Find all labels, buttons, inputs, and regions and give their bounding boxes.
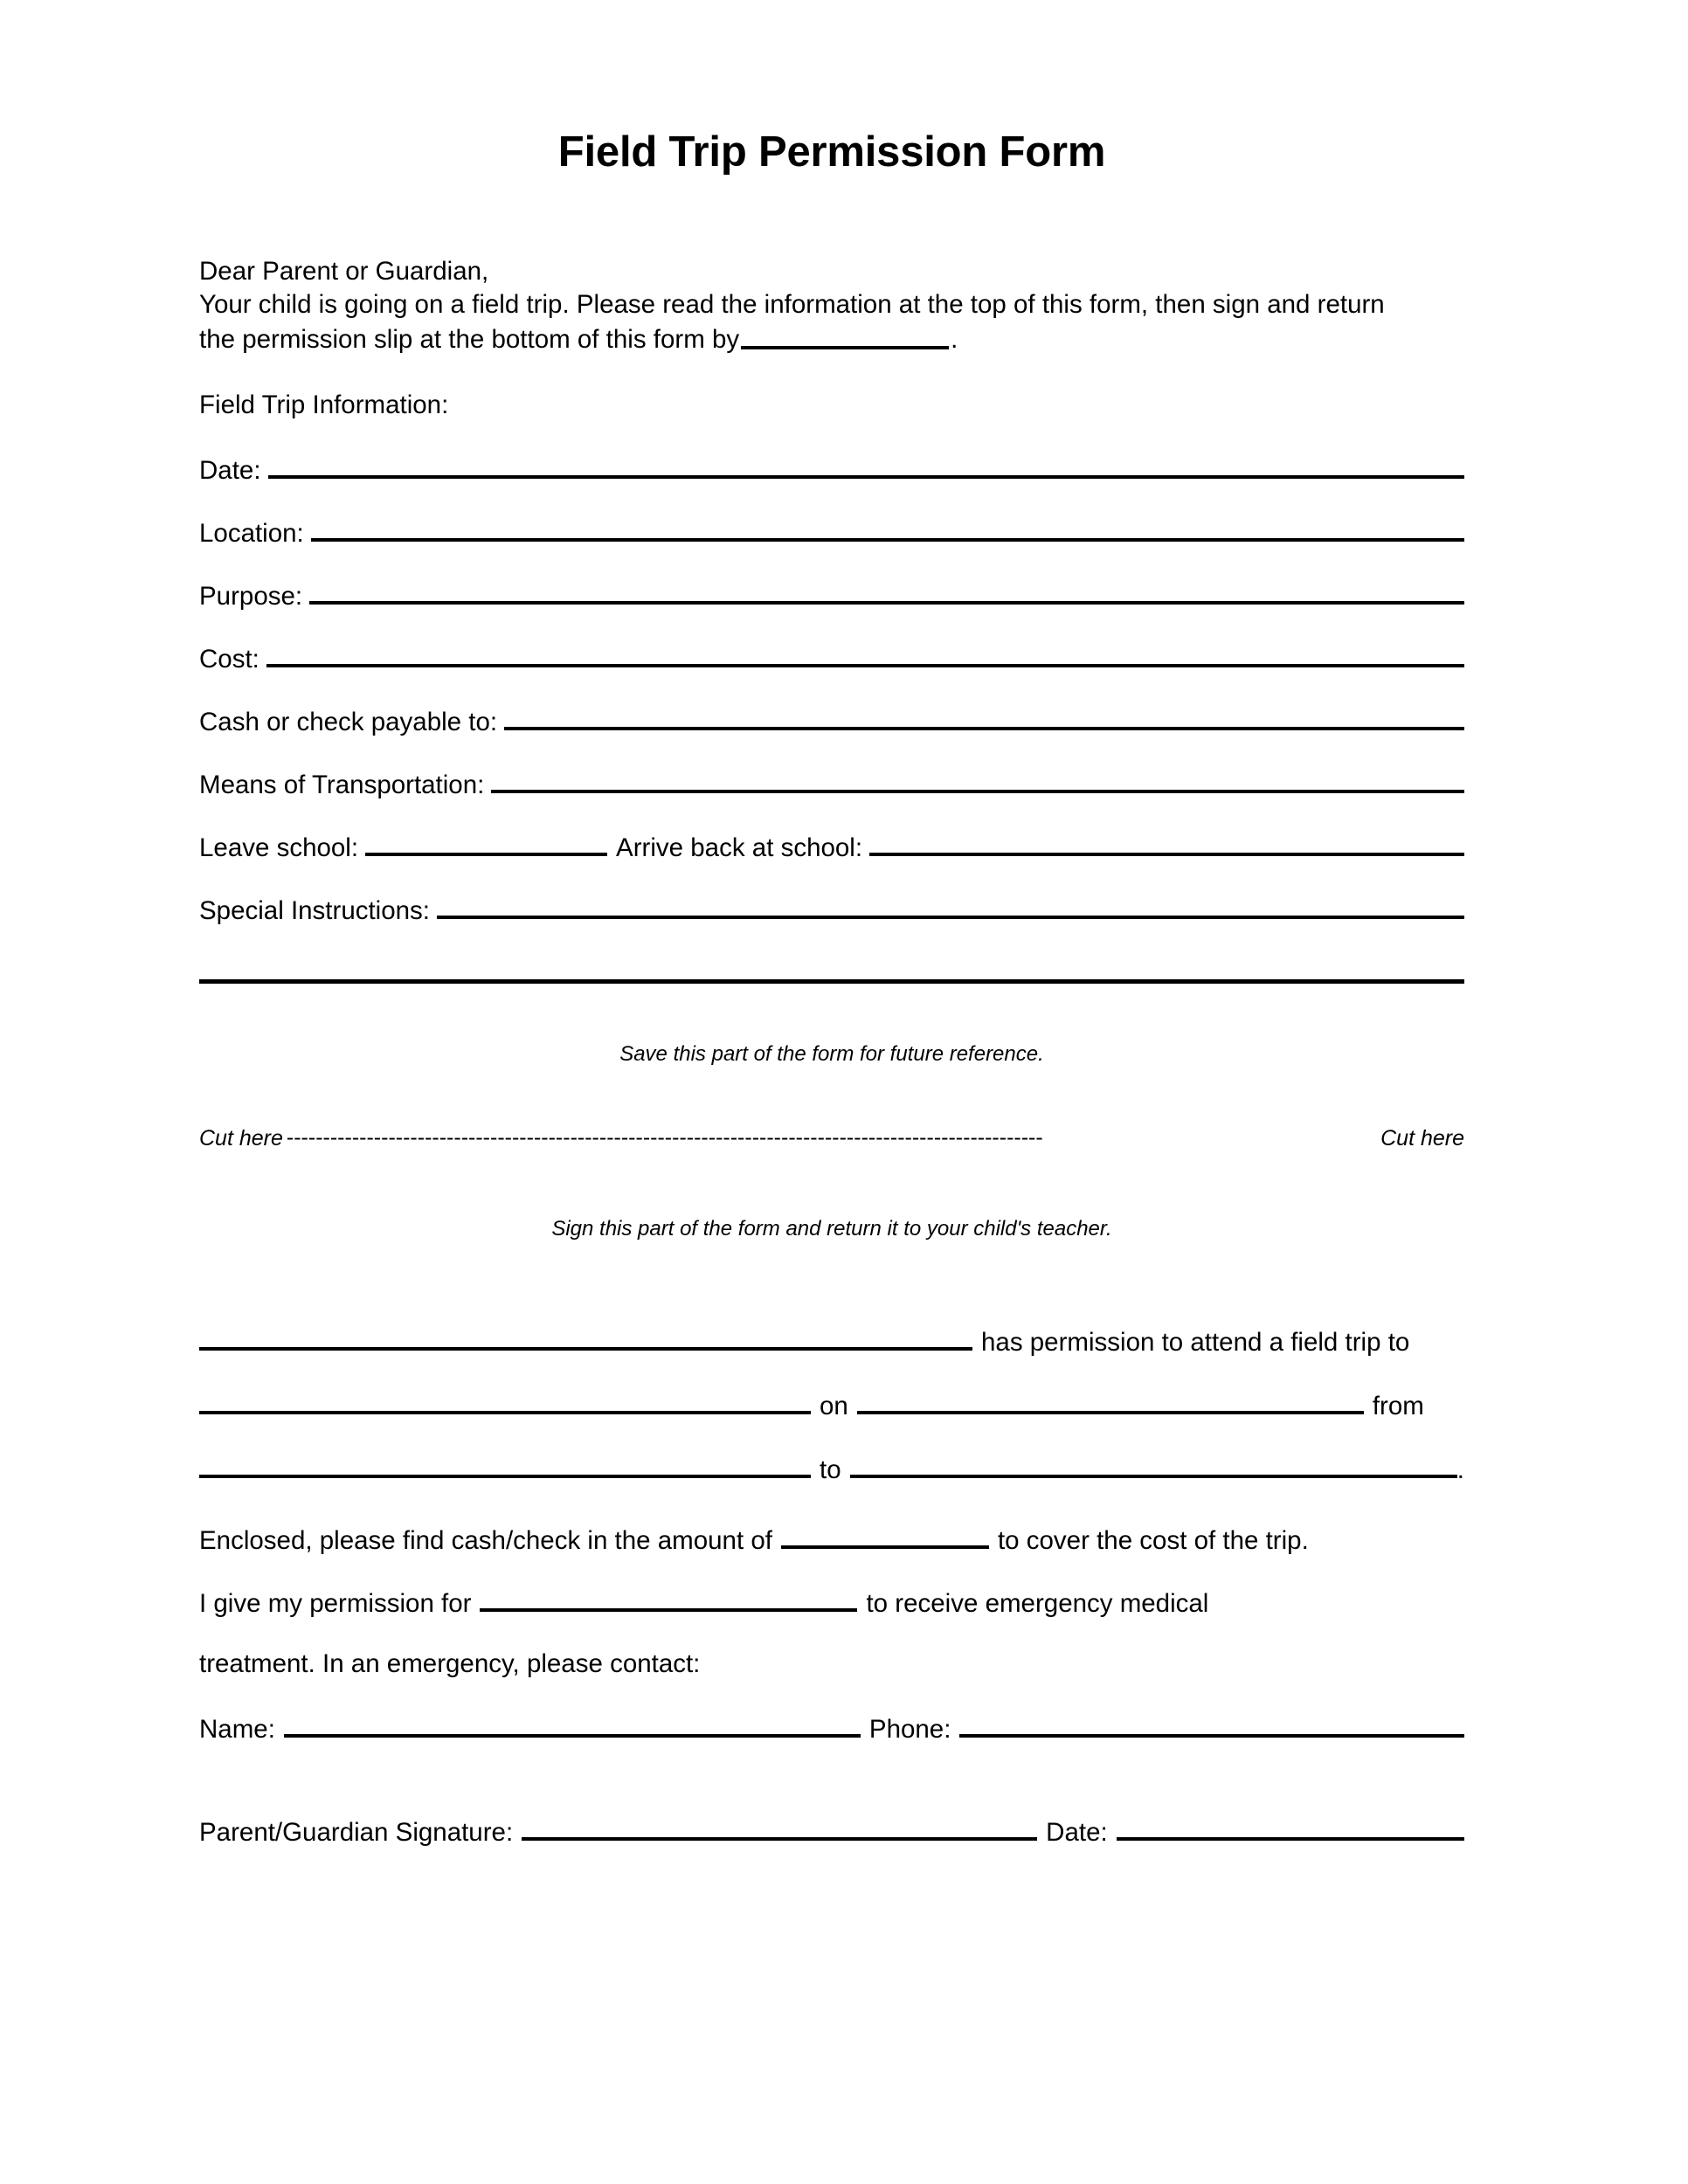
cut-here-row — [199, 1124, 1464, 1152]
signature-date-label: Date: — [1046, 1818, 1108, 1848]
sign-part-note: Sign this part of the form and return it to your child's teacher. — [551, 1217, 1112, 1241]
signature-row — [199, 1814, 1464, 1849]
return-by-date-blank[interactable] — [741, 321, 949, 349]
permission-trip-date-blank[interactable] — [857, 1387, 1364, 1414]
enclosed-amount-suffix: to cover the cost of the trip. — [997, 1526, 1309, 1556]
intro-period: . — [951, 325, 958, 355]
field-input-transportation[interactable] — [491, 766, 1464, 793]
field-input-special-instructions-continued[interactable] — [199, 979, 1464, 984]
medical-permission-suffix: to receive emergency medical — [866, 1589, 1209, 1619]
field-row-date — [199, 452, 1464, 487]
contact-phone-label: Phone: — [868, 1715, 951, 1745]
field-label-location: Location: — [199, 519, 304, 549]
field-row-payable-to — [199, 703, 1464, 739]
field-trip-info-heading: Field Trip Information: — [199, 390, 449, 419]
permission-end-time-blank[interactable] — [850, 1451, 1457, 1478]
emergency-contact-row — [199, 1711, 1464, 1746]
intro-salutation: Dear Parent or Guardian, — [199, 257, 489, 286]
field-input-special-instructions[interactable] — [437, 892, 1464, 919]
permission-line-2-from-label: from — [1372, 1392, 1424, 1421]
permission-enclosed-line — [199, 1522, 1464, 1558]
cut-here-dashes: -------------------------------------------------------------------------------------------------------- — [286, 1125, 1043, 1150]
field-input-date[interactable] — [268, 452, 1464, 479]
field-row-location — [199, 515, 1464, 550]
field-label-transportation: Means of Transportation: — [199, 771, 485, 800]
field-input-location[interactable] — [311, 515, 1464, 542]
field-row-cost — [199, 640, 1464, 676]
field-label-leave-school: Leave school: — [199, 833, 359, 863]
intro-paragraph — [199, 255, 1464, 356]
field-row-transportation — [199, 766, 1464, 802]
field-row-special-instructions — [199, 892, 1464, 928]
intro-line-1: Your child is going on a field trip. Please read the information at the top of this form, then sign and return — [199, 290, 1385, 319]
intro-line-2 — [199, 321, 1464, 356]
permission-line-2-on-label: on — [820, 1392, 848, 1421]
enclosed-amount-blank[interactable] — [781, 1522, 989, 1549]
contact-name-blank[interactable] — [284, 1711, 861, 1738]
intro-line-2-text: the permission slip at the bottom of this form by — [199, 325, 740, 355]
permission-medical-line-2: treatment. In an emergency, please contact: — [199, 1649, 701, 1678]
field-input-cost[interactable] — [266, 640, 1464, 667]
field-label-date: Date: — [199, 456, 261, 486]
enclosed-amount-label: Enclosed, please find cash/check in the amount of — [199, 1526, 772, 1556]
permission-line-1 — [199, 1324, 1464, 1359]
save-part-note: Save this part of the form for future reference. — [619, 1042, 1044, 1066]
field-label-payable-to: Cash or check payable to: — [199, 708, 498, 737]
permission-destination-blank[interactable] — [199, 1387, 811, 1414]
permission-line-3 — [199, 1451, 1464, 1487]
permission-line-2 — [199, 1387, 1464, 1423]
permission-line-1-text: has permission to attend a field trip to — [981, 1328, 1410, 1358]
medical-permission-name-blank[interactable] — [480, 1585, 857, 1612]
field-label-purpose: Purpose: — [199, 582, 303, 612]
cut-here-right-label: Cut here — [1380, 1126, 1464, 1151]
field-row-purpose — [199, 577, 1464, 613]
medical-permission-label: I give my permission for — [199, 1589, 472, 1619]
page-title: Field Trip Permission Form — [557, 128, 1106, 176]
field-label-cost: Cost: — [199, 645, 259, 674]
signature-blank[interactable] — [522, 1814, 1037, 1841]
field-row-school-times — [199, 829, 1464, 865]
permission-medical-line-1 — [199, 1585, 1464, 1621]
permission-student-name-blank[interactable] — [199, 1324, 972, 1351]
field-input-arrive-school[interactable] — [869, 829, 1464, 856]
permission-line-3-to-label: to — [820, 1455, 841, 1485]
contact-phone-blank[interactable] — [959, 1711, 1464, 1738]
permission-line-3-period: . — [1456, 1455, 1464, 1485]
field-input-payable-to[interactable] — [504, 703, 1464, 730]
field-label-arrive-school: Arrive back at school: — [616, 833, 863, 863]
contact-name-label: Name: — [199, 1715, 275, 1745]
signature-label: Parent/Guardian Signature: — [199, 1818, 514, 1848]
field-input-purpose[interactable] — [309, 577, 1464, 605]
field-label-special-instructions: Special Instructions: — [199, 896, 430, 926]
cut-here-left-label: Cut here — [199, 1126, 283, 1151]
signature-date-blank[interactable] — [1117, 1814, 1464, 1841]
permission-start-time-blank[interactable] — [199, 1451, 811, 1478]
field-input-leave-school[interactable] — [365, 829, 607, 856]
